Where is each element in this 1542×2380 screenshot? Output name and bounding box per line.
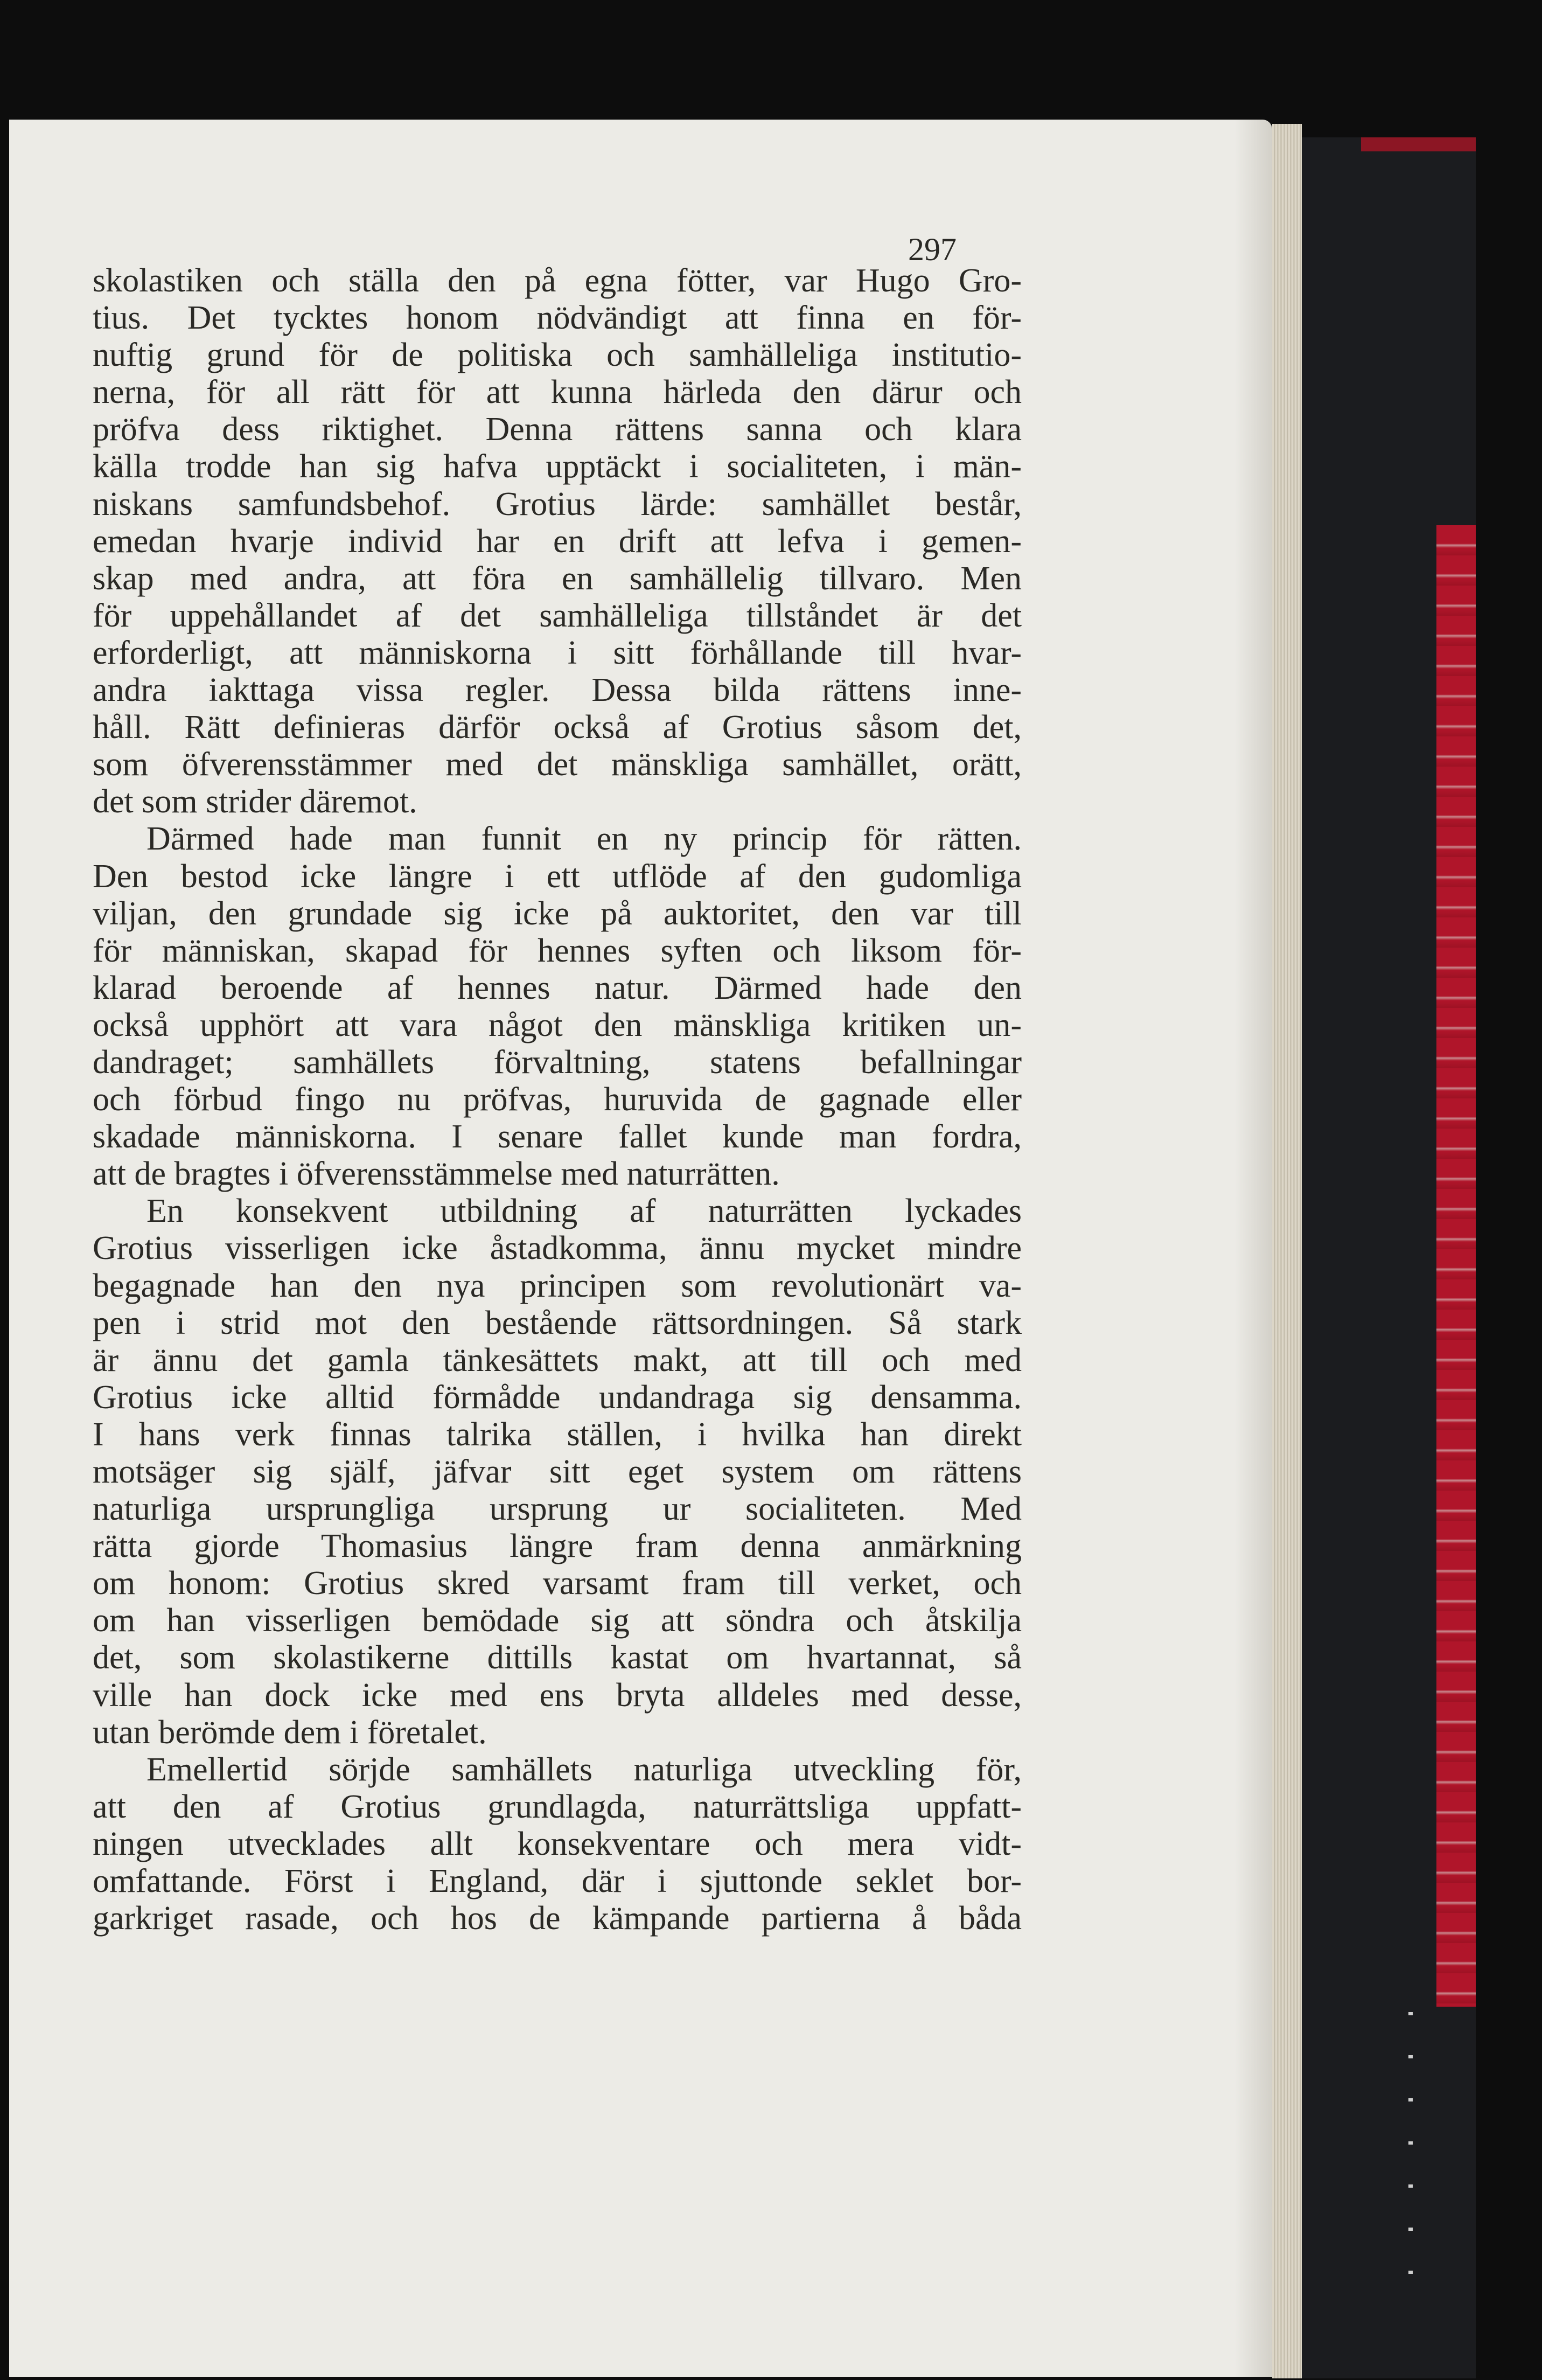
text-line-content: om honom: Grotius skred varsamt fram till verket, och bbox=[93, 1565, 1022, 1602]
text-line bbox=[93, 597, 1022, 635]
text-line-content: viljan, den grundade sig icke på auktoritet, den var till bbox=[93, 895, 1022, 932]
text-line-content: också upphört att vara något den mänskliga kritiken un- bbox=[93, 1006, 1022, 1043]
text-line bbox=[93, 1863, 1022, 1900]
text-line-content: håll. Rätt definieras därför också af Grotius såsom det, bbox=[93, 709, 1022, 746]
text-line bbox=[93, 1007, 1022, 1044]
book-page bbox=[9, 120, 1272, 2377]
text-line-content: är ännu det gamla tänkesättets makt, att till och med bbox=[93, 1341, 1022, 1379]
text-line bbox=[93, 300, 1022, 337]
text-line bbox=[93, 932, 1022, 970]
text-line bbox=[93, 1416, 1022, 1453]
page-gutter-shadow bbox=[1234, 120, 1272, 2377]
text-line bbox=[93, 820, 1022, 858]
text-line bbox=[93, 1044, 1022, 1081]
text-line-content: klarad beroende af hennes natur. Därmed hade den bbox=[93, 969, 1022, 1006]
text-line-content: Grotius visserligen icke åstadkomma, ännu mycket mindre bbox=[93, 1230, 1022, 1267]
text-line-content: om han visserligen bemödade sig att söndra och åtskilja bbox=[93, 1602, 1022, 1639]
text-line bbox=[93, 672, 1022, 709]
text-line-content: emedan hvarje individ har en drift att lefva i gemen- bbox=[93, 523, 1022, 560]
text-line-content: naturliga ursprungliga ursprung ur socialiteten. Med bbox=[93, 1491, 1022, 1528]
cover-edge-marks bbox=[1408, 2012, 1413, 2292]
text-line bbox=[93, 1081, 1022, 1118]
text-line-content: utan berömde dem i företalet. bbox=[93, 1714, 487, 1751]
text-line bbox=[93, 1602, 1022, 1639]
text-line bbox=[93, 1305, 1022, 1342]
text-line-content: för uppehållandet af det samhälleliga tillståndet är det bbox=[93, 597, 1022, 634]
text-line bbox=[93, 1268, 1022, 1305]
text-line bbox=[93, 262, 1022, 300]
text-line bbox=[93, 1118, 1022, 1156]
text-line bbox=[93, 858, 1022, 895]
text-line bbox=[93, 1342, 1022, 1379]
text-line bbox=[93, 486, 1022, 523]
text-line bbox=[93, 448, 1022, 485]
text-line bbox=[93, 895, 1022, 932]
text-line-content: begagnade han den nya principen som revolutionärt va- bbox=[93, 1267, 1022, 1304]
text-line bbox=[93, 1751, 1022, 1789]
text-line bbox=[93, 783, 1022, 820]
text-line bbox=[93, 1565, 1022, 1602]
text-line bbox=[93, 1193, 1022, 1230]
text-line-content: omfattande. Först i England, där i sjuttonde seklet bor- bbox=[93, 1863, 1022, 1900]
text-line-content: garkriget rasade, och hos de kämpande partierna å båda bbox=[93, 1900, 1022, 1937]
text-line bbox=[93, 1491, 1022, 1528]
text-line-content: skap med andra, att föra en samhällelig tillvaro. Men bbox=[93, 560, 1022, 597]
text-line-content: Emellertid sörjde samhällets naturliga utveckling för, bbox=[146, 1751, 1022, 1788]
text-line bbox=[93, 374, 1022, 411]
cover-top-band bbox=[1361, 137, 1476, 151]
text-line bbox=[93, 1528, 1022, 1565]
text-line bbox=[93, 523, 1022, 560]
text-line-content: rätta gjorde Thomasius längre fram denna anmärkning bbox=[93, 1528, 1022, 1565]
cover-spine-pattern bbox=[1436, 525, 1476, 2007]
text-line bbox=[93, 1677, 1022, 1714]
text-line bbox=[93, 1453, 1022, 1491]
text-line-content: erforderligt, att människorna i sitt förhållande till hvar- bbox=[93, 634, 1022, 671]
text-line-content: Därmed hade man funnit en ny princip för rätten. bbox=[146, 820, 1022, 858]
text-line bbox=[93, 411, 1022, 448]
text-line-content: ville han dock icke med ens bryta alldeles med desse, bbox=[93, 1676, 1022, 1714]
text-line bbox=[93, 746, 1022, 783]
text-line-content: I hans verk finnas talrika ställen, i hvilka han direkt bbox=[93, 1416, 1022, 1453]
text-line-content: ningen utvecklades allt konsekventare och mera vidt- bbox=[93, 1825, 1022, 1862]
text-line-content: andra iakttaga vissa regler. Dessa bilda rättens inne- bbox=[93, 672, 1022, 709]
text-line-content: nerna, för all rätt för att kunna härleda den därur och bbox=[93, 374, 1022, 411]
text-line-content: tius. Det tycktes honom nödvändigt att finna en för- bbox=[93, 300, 1022, 337]
text-line-content: niskans samfundsbehof. Grotius lärde: samhället består, bbox=[93, 485, 1022, 523]
page-number: 297 bbox=[908, 232, 957, 267]
body-text bbox=[93, 262, 1022, 1937]
text-line-content: motsäger sig själf, jäfvar sitt eget system om rättens bbox=[93, 1453, 1022, 1490]
text-line-content: det, som skolastikerne dittills kastat om hvartannat, så bbox=[93, 1639, 1022, 1676]
text-line bbox=[93, 1900, 1022, 1937]
text-line bbox=[93, 1156, 1022, 1193]
text-line bbox=[93, 709, 1022, 746]
text-line bbox=[93, 1789, 1022, 1826]
text-line-content: skolastiken och ställa den på egna fötter, var Hugo Gro- bbox=[93, 262, 1022, 299]
text-line bbox=[93, 1230, 1022, 1267]
text-line-content: att den af Grotius grundlagda, naturrättsliga uppfatt- bbox=[93, 1788, 1022, 1825]
text-line-content: Grotius icke alltid förmådde undandraga sig densamma. bbox=[93, 1379, 1022, 1416]
text-line bbox=[93, 337, 1022, 374]
text-line bbox=[93, 635, 1022, 672]
text-line bbox=[93, 1714, 1022, 1751]
text-line-content: för människan, skapad för hennes syften och liksom för- bbox=[93, 932, 1022, 969]
text-line bbox=[93, 1379, 1022, 1416]
text-line-content: som öfverensstämmer med det mänskliga samhället, orätt, bbox=[93, 746, 1022, 783]
text-line-content: dandraget; samhällets förvaltning, statens befallningar bbox=[93, 1043, 1022, 1081]
text-line-content: det som strider däremot. bbox=[93, 783, 417, 820]
text-line bbox=[93, 560, 1022, 597]
text-line bbox=[93, 1826, 1022, 1863]
text-line-content: pen i strid mot den bestående rättsordningen. Så stark bbox=[93, 1304, 1022, 1341]
text-line bbox=[93, 1639, 1022, 1676]
text-line-content: En konsekvent utbildning af naturrätten lyckades bbox=[146, 1193, 1022, 1230]
page-edges bbox=[1272, 124, 1302, 2378]
text-line-content: pröfva dess riktighet. Denna rättens sanna och klara bbox=[93, 411, 1022, 448]
text-line-content: skadade människorna. I senare fallet kunde man fordra, bbox=[93, 1118, 1022, 1156]
text-line-content: att de bragtes i öfverensstämmelse med naturrätten. bbox=[93, 1156, 780, 1193]
text-line-content: och förbud fingo nu pröfvas, huruvida de gagnade eller bbox=[93, 1081, 1022, 1118]
text-line-content: källa trodde han sig hafva upptäckt i socialiteten, i män- bbox=[93, 448, 1022, 485]
book-cover bbox=[1302, 137, 1476, 2378]
text-line-content: Den bestod icke längre i ett utflöde af den gudomliga bbox=[93, 858, 1022, 895]
text-line bbox=[93, 970, 1022, 1007]
text-line-content: nuftig grund för de politiska och samhälleliga institutio- bbox=[93, 337, 1022, 374]
